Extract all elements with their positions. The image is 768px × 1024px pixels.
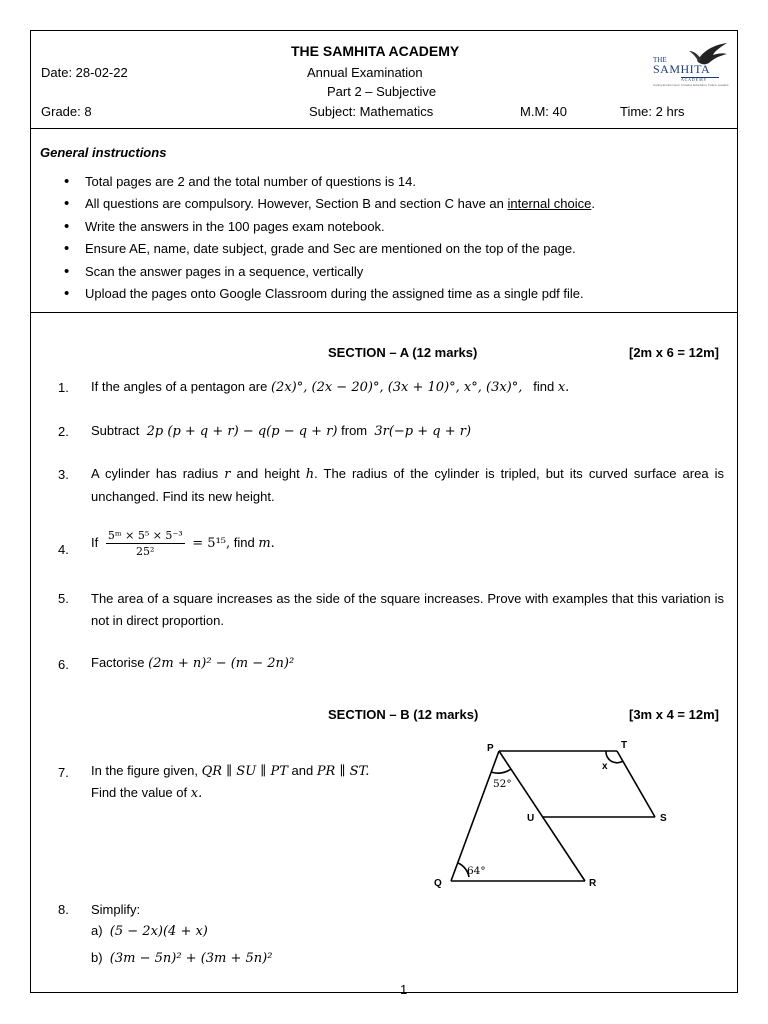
geometry-figure [421, 739, 681, 889]
angle-p-label: 52° [493, 778, 512, 790]
exam-name: Annual Examination [307, 65, 423, 80]
label-u: U [527, 813, 535, 824]
exam-sheet: THE SAMHITA ACADEMY Date: 28-02-22 Annual Examination Part 2 – Subjective Grade: 8 Subject: Mathematics M.M: 40 Time: 2 hrs THE SAMHITA A C A D E M Y Caring Environment, Creative Education, Future Leaders General instructions • Total pages are 2 and the total number of questions is 14. • All questions are compulsory. However, Section B and section C have an internal choice. • Write the answers in the 100 pages exam notebook. • Ensure AE, name, date subject, grade and Sec are mentioned on the top of the page. • Scan the answer pages in a sequence, vertically • Upload the pages onto Google Classroom during the assigned time as a single pdf file. SECTION – A (12 marks) [2m x 6 = 12m] 1. If the angles of a pentagon are (2x)°, (2x − 20)°, (3x + 10)°, x°, (3x)°, find x. 2. Subtract 2p (p + q + r) − q(p − q + r) from 3r(−p + q + r) 3. A cylinder has radius r and height h. The radius of the cylinder is tripled, but its curved surface area is unchanged. Find its new height. 4. If $\frac{\text{5ᵐ × 5⁵ × 5⁻³}}{\text{25²}}$ = 5¹⁵, find m. 5. The area of a square increases as the side of the square increases. Prove with examples that this variation is not in direct proportion. 6. Factorise (2m + n)² − (m − 2n)² SECTION – B (12 marks) [3m x 4 = 12m] 7. In the figure given, QR ∥ SU ∥ PT and PR ∥ ST. Find the value of x. P T U S Q R x 52° 64° 8. Simplify: a) (5 − 2x)(4 + x) b) (3m − 5n)² + (3m + 5n)² 1 [30, 30, 738, 993]
subject: Subject: Mathematics [309, 104, 434, 119]
fraction: $\frac{\text{5ᵐ × 5⁵ × 5⁻³}}{\text{25²}}$ [107, 529, 183, 558]
angle-arc-p [491, 769, 511, 773]
instructions-divider [31, 312, 737, 313]
section-a-marks: [2m x 6 = 12m] [629, 345, 719, 360]
header-divider [31, 128, 737, 129]
instruction-item: • Ensure AE, name, date subject, grade and Sec are mentioned on the top of the page. [45, 238, 725, 260]
instructions-title: General instructions [40, 145, 167, 160]
instruction-item: • All questions are compulsory. However, Section B and section C have an internal choice. [45, 193, 725, 215]
exam-time: Time: 2 hrs [620, 104, 685, 119]
school-logo: THE SAMHITA A C A D E M Y Caring Environment, Creative Education, Future Leaders [653, 39, 729, 97]
segment-pq [451, 751, 499, 881]
instruction-item: • Upload the pages onto Google Classroom during the assigned time as a single pdf file. [45, 283, 725, 305]
instruction-item: • Write the answers in the 100 pages exam notebook. [45, 216, 725, 238]
label-q: Q [434, 878, 442, 889]
section-b-title: SECTION – B (12 marks) [328, 707, 479, 722]
instruction-item: • Scan the answer pages in a sequence, vertically [45, 261, 725, 283]
section-a-title: SECTION – A (12 marks) [328, 345, 478, 360]
label-r: R [589, 878, 597, 889]
angle-q-label: 64° [467, 865, 486, 877]
page-number: 1 [400, 982, 408, 997]
instruction-item: • Total pages are 2 and the total number of questions is 14. [45, 171, 725, 193]
max-marks: M.M: 40 [520, 104, 567, 119]
section-b-marks: [3m x 4 = 12m] [629, 707, 719, 722]
label-x: x [602, 761, 608, 772]
label-t: T [621, 740, 628, 751]
logo-name: SAMHITA [653, 62, 711, 76]
label-s: S [660, 813, 667, 824]
label-p: P [487, 743, 494, 754]
instructions-list [45, 171, 725, 305]
exam-date: Date: 28-02-22 [41, 65, 128, 80]
school-name: THE SAMHITA ACADEMY [291, 43, 460, 59]
exam-part: Part 2 – Subjective [327, 84, 437, 99]
segment-pr [499, 751, 585, 881]
grade: Grade: 8 [41, 104, 92, 119]
